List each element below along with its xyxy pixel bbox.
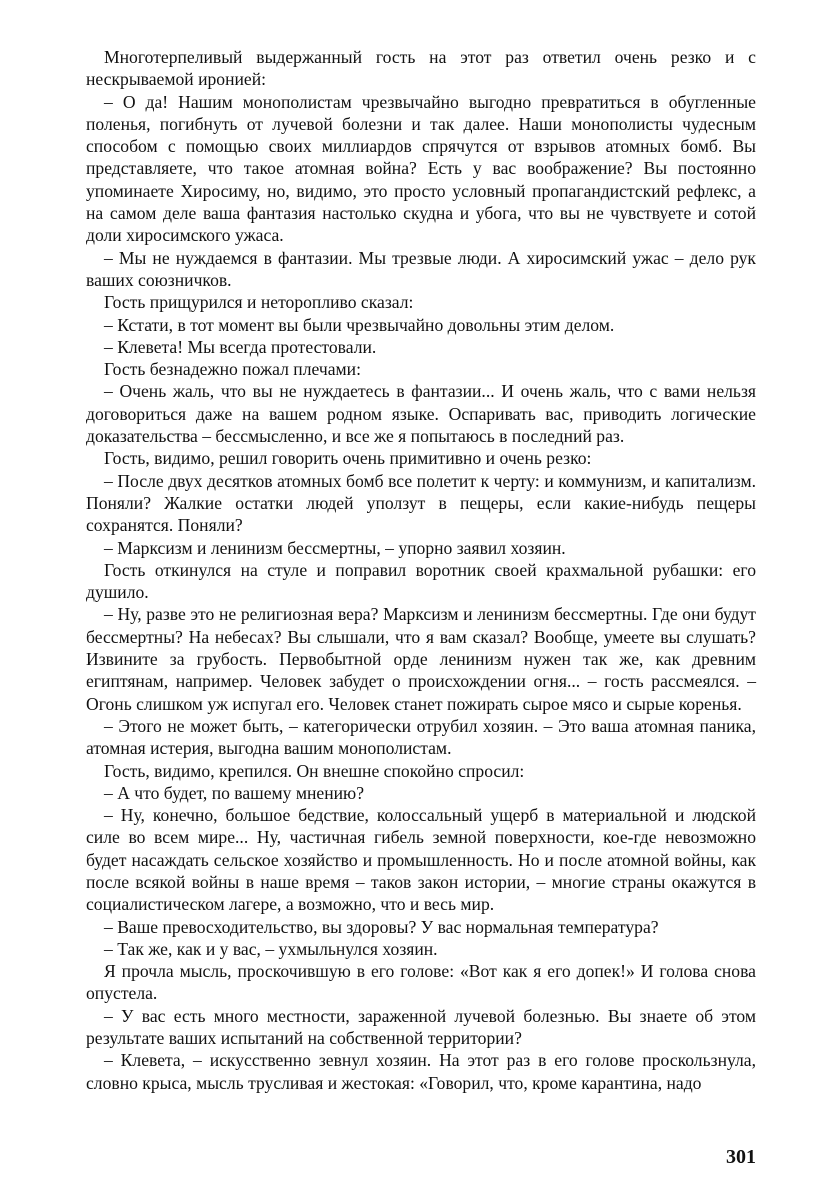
paragraph: Я прочла мысль, проскочившую в его голове: «Вот как я его допек!» И голова снова опустела.	[86, 961, 756, 1004]
paragraph: – После двух десятков атомных бомб все полетит к черту: и коммунизм, и капитализм. Поняли? Жалкие остатки людей уползут в пещеры, если какие-нибудь пещеры сохранятся. Поняли?	[86, 470, 756, 536]
paragraph: – Ну, разве это не религиозная вера? Марксизм и ленинизм бессмертны. Где они будут бессмертны? На небесах? Вы слышали, что я вам сказал? Вообще, умеете вы слушать? Извините за грубость. Первобытной орде ленинизм нужен так же, как древним египтянам, например. Человек забудет о происхождении огня... – гость рассмеялся. – Огонь слишком уж испугал его. Человек станет пожирать сырое мясо и сырые коренья.	[86, 604, 756, 714]
paragraph: – Ваше превосходительство, вы здоровы? У вас нормальная температура?	[104, 916, 659, 937]
paragraph: – Очень жаль, что вы не нуждаетесь в фантазии... И очень жаль, что с вами нельзя договориться даже на вашем родном языке. Оспаривать вас, приводить логические доказательства – бессмысленно, и все же я попытаюсь в последний раз.	[86, 381, 756, 447]
paragraph: – Так же, как и у вас, – ухмыльнулся хозяин.	[104, 938, 438, 959]
paragraph: – Кстати, в тот момент вы были чрезвычайно довольны этим делом.	[104, 314, 615, 335]
paragraph: Гость безнадежно пожал плечами:	[104, 359, 361, 380]
paragraph: – Клевета! Мы всегда протестовали.	[104, 336, 377, 357]
paragraph: – У вас есть много местности, зараженной лучевой болезнью. Вы знаете об этом результате ваших испытаний на собственной территории?	[86, 1005, 756, 1049]
paragraph: Гость, видимо, решил говорить очень примитивно и очень резко:	[104, 448, 592, 469]
paragraph: Гость откинулся на стуле и поправил воротник своей крахмальной рубашки: его душило.	[86, 559, 756, 603]
paragraph: – О да! Нашим монополистам чрезвычайно выгодно превратиться в обугленные поленья, погибнуть от лучевой болезни и так далее. Наши монополисты чудесным способом с помощью своих миллиардов спрячутся от взрывов атомных бомб. Вы представляете, что такое атомная война? Есть у вас воображение? Вы постоянно упоминаете Хиросиму, но, видимо, это просто условный пропагандистский рефлекс, а на самом деле ваша фантазия настолько скудна и убога, что вы не чувствуете и сотой доли хиросимского ужаса.	[86, 91, 756, 246]
paragraph: – Этого не может быть, – категорически отрубил хозяин. – Это ваша атомная паника, атомная истерия, выгодна вашим монополистам.	[86, 715, 756, 759]
page-number: 301	[726, 1146, 756, 1168]
paragraph: – Марксизм и ленинизм бессмертны, – упорно заявил хозяин.	[104, 537, 566, 558]
paragraph: Многотерпеливый выдержанный гость на этот раз ответил очень резко и с нескрываемой иронией:	[86, 47, 756, 90]
paragraph: – Ну, конечно, большое бедствие, колоссальный ущерб в материальной и людской силе во всем мире... Ну, частичная гибель земной поверхности, кое-где невозможно будет насаждать сельское хозяйство и промышленность. Но и после атомной войны, как после всякой войны в наше время – таков закон истории, – многие страны окажутся в социалистическом лагере, а возможно, что и весь мир.	[86, 805, 756, 915]
paragraph: Гость прищурился и неторопливо сказал:	[104, 292, 414, 313]
page-body	[86, 46, 756, 1094]
paragraph: – Клевета, – искусственно зевнул хозяин. На этот раз в его голове проскользнула, словно крыса, мысль трусливая и жестокая: «Говорил, что, кроме карантина, надо	[86, 1050, 756, 1093]
paragraph: – А что будет, по вашему мнению?	[104, 782, 365, 803]
paragraph: – Мы не нуждаемся в фантазии. Мы трезвые люди. А хиросимский ужас – дело рук ваших союзничков.	[86, 247, 756, 290]
paragraph: Гость, видимо, крепился. Он внешне спокойно спросил:	[104, 760, 525, 781]
